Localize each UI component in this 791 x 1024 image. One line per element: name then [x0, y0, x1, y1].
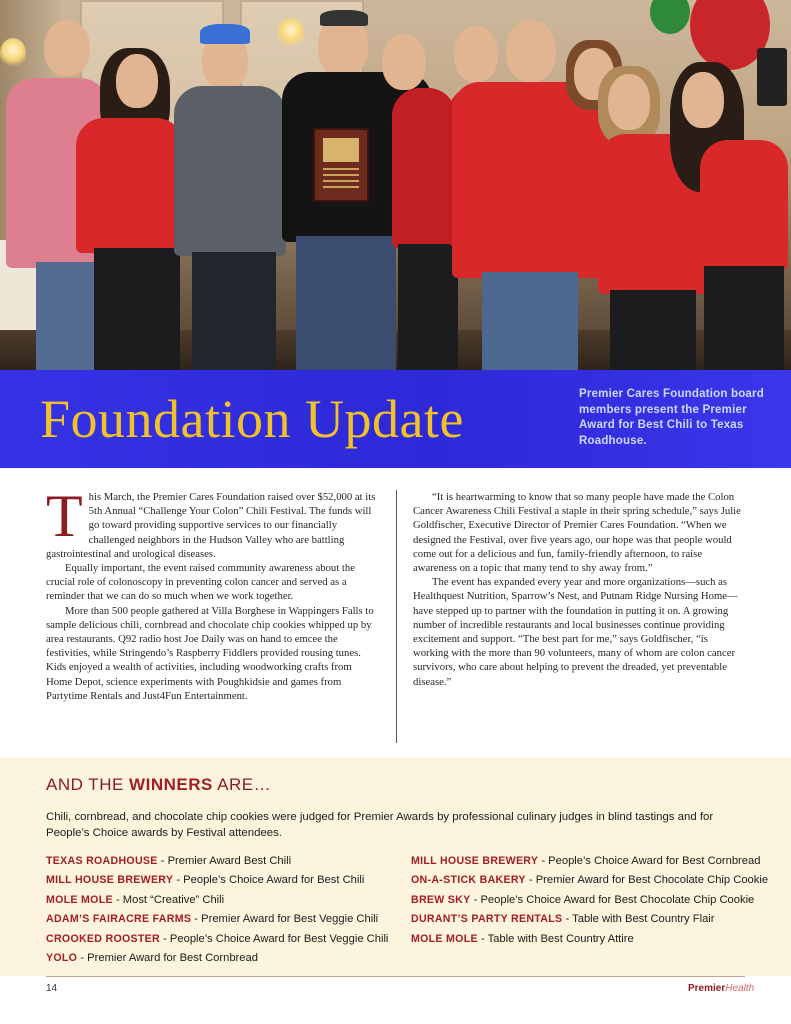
group-photo: [0, 0, 791, 372]
winner-item: DURANT’S PARTY RENTALS - Table with Best Country Flair: [411, 913, 715, 926]
article-paragraph: The event has expanded every year and more organizations—such as Healthquest Nutrition, Sparrow’s Nest, and Putnam Ridge Nursing Home—have stepped up to partner with the foundation in putting it on. A growing number of incredible restaurants and local businesses continue providing excitement and support. “The best part for me,” says Goldfischer, “is working with the more than 90 volunteers, many of whom are colon cancer survivors, who care about helping to prevent the dreaded, yet preventable disease.”: [413, 576, 738, 688]
column-divider: [396, 490, 397, 743]
brand-logo: PremierHealth: [688, 983, 755, 994]
drop-cap: T: [46, 483, 83, 549]
winner-item: YOLO - Premier Award for Best Cornbread: [46, 951, 258, 964]
wall-sconce: [0, 38, 26, 68]
winner-item: TEXAS ROADHOUSE - Premier Award Best Chili: [46, 855, 292, 867]
winner-item: BREW SKY - People’s Choice Award for Best Chocolate Chip Cookie: [411, 893, 755, 906]
award-plaque: [313, 128, 369, 202]
article-paragraph: “It is heartwarming to know that so many people have made the Colon Cancer Awareness Chili Festival a staple in their spring schedule,” says Julie Goldfischer, Executive Director of Premier Cares Foundation. “When we designed the Festival, over five years ago, our hope was that people would come out for a delicious and fun, family-friendly afternoon, to raise awareness on a topic that many tend to shy away from.”: [413, 491, 741, 575]
page-number: 14: [46, 983, 58, 994]
page-title: Foundation Update: [40, 389, 464, 449]
article-column-left: [46, 483, 380, 703]
article-paragraph: Equally important, the event raised community awareness about the crucial role of colonoscopy in preventing colon cancer and served as a reminder that we can do so much when we work together.: [46, 562, 355, 603]
article-paragraph: This March, the Premier Cares Foundation raised over $52,000 at its 5th Annual “Challenge Your Colon” Chili Festival. The funds will go toward providing supportive services to our financially challenged neighbors in the Hudson Valley who are battling gastrointestinal and urological diseases.: [46, 483, 376, 560]
winner-item: MOLE MOLE - Most “Creative” Chili: [46, 893, 225, 906]
winner-item: CROOKED ROOSTER - People’s Choice Award for Best Veggie Chili: [46, 932, 389, 945]
balloon: [650, 0, 690, 34]
winners-heading: AND THE WINNERS ARE…: [46, 775, 272, 794]
winners-intro: Chili, cornbread, and chocolate chip cookies were judged for Premier Awards by professional culinary judges in blind tastings and for People’s Choice awards by Festival attendees.: [46, 811, 714, 839]
winners-list-right: [411, 852, 771, 949]
winner-item: ADAM’S FAIRACRE FARMS - Premier Award for Best Veggie Chili: [46, 913, 379, 926]
footer-rule: [46, 976, 745, 977]
winners-list-left: [46, 852, 406, 968]
wall-sconce: [278, 18, 304, 48]
speaker: [757, 48, 787, 106]
winner-item: MOLE MOLE - Table with Best Country Attire: [411, 932, 634, 945]
winner-item: ON-A-STICK BAKERY - Premier Award for Best Chocolate Chip Cookie: [411, 874, 769, 887]
winner-item: MILL HOUSE BREWERY - People’s Choice Award for Best Cornbread: [411, 855, 761, 867]
article-column-right: [413, 490, 745, 689]
photo-caption: Premier Cares Foundation board members present the Premier Award for Best Chili to Texas Roadhouse.: [579, 388, 764, 447]
article-paragraph: More than 500 people gathered at Villa Borghese in Wappingers Falls to sample delicious chili, cornbread and chocolate chip cookies whipped up by area restaurants. Q92 radio host Joe Daily was on hand to emcee the festivities, while Stringendo’s Raspberry Fiddlers provided rousing tunes. Kids enjoyed a wealth of activities, including woodworking crafts from Home Depot, science experiments with Poughkidsie and games from Partytime Rentals and Just4Fun Entertainment.: [46, 604, 374, 702]
winner-item: MILL HOUSE BREWERY - People’s Choice Award for Best Chili: [46, 874, 365, 887]
